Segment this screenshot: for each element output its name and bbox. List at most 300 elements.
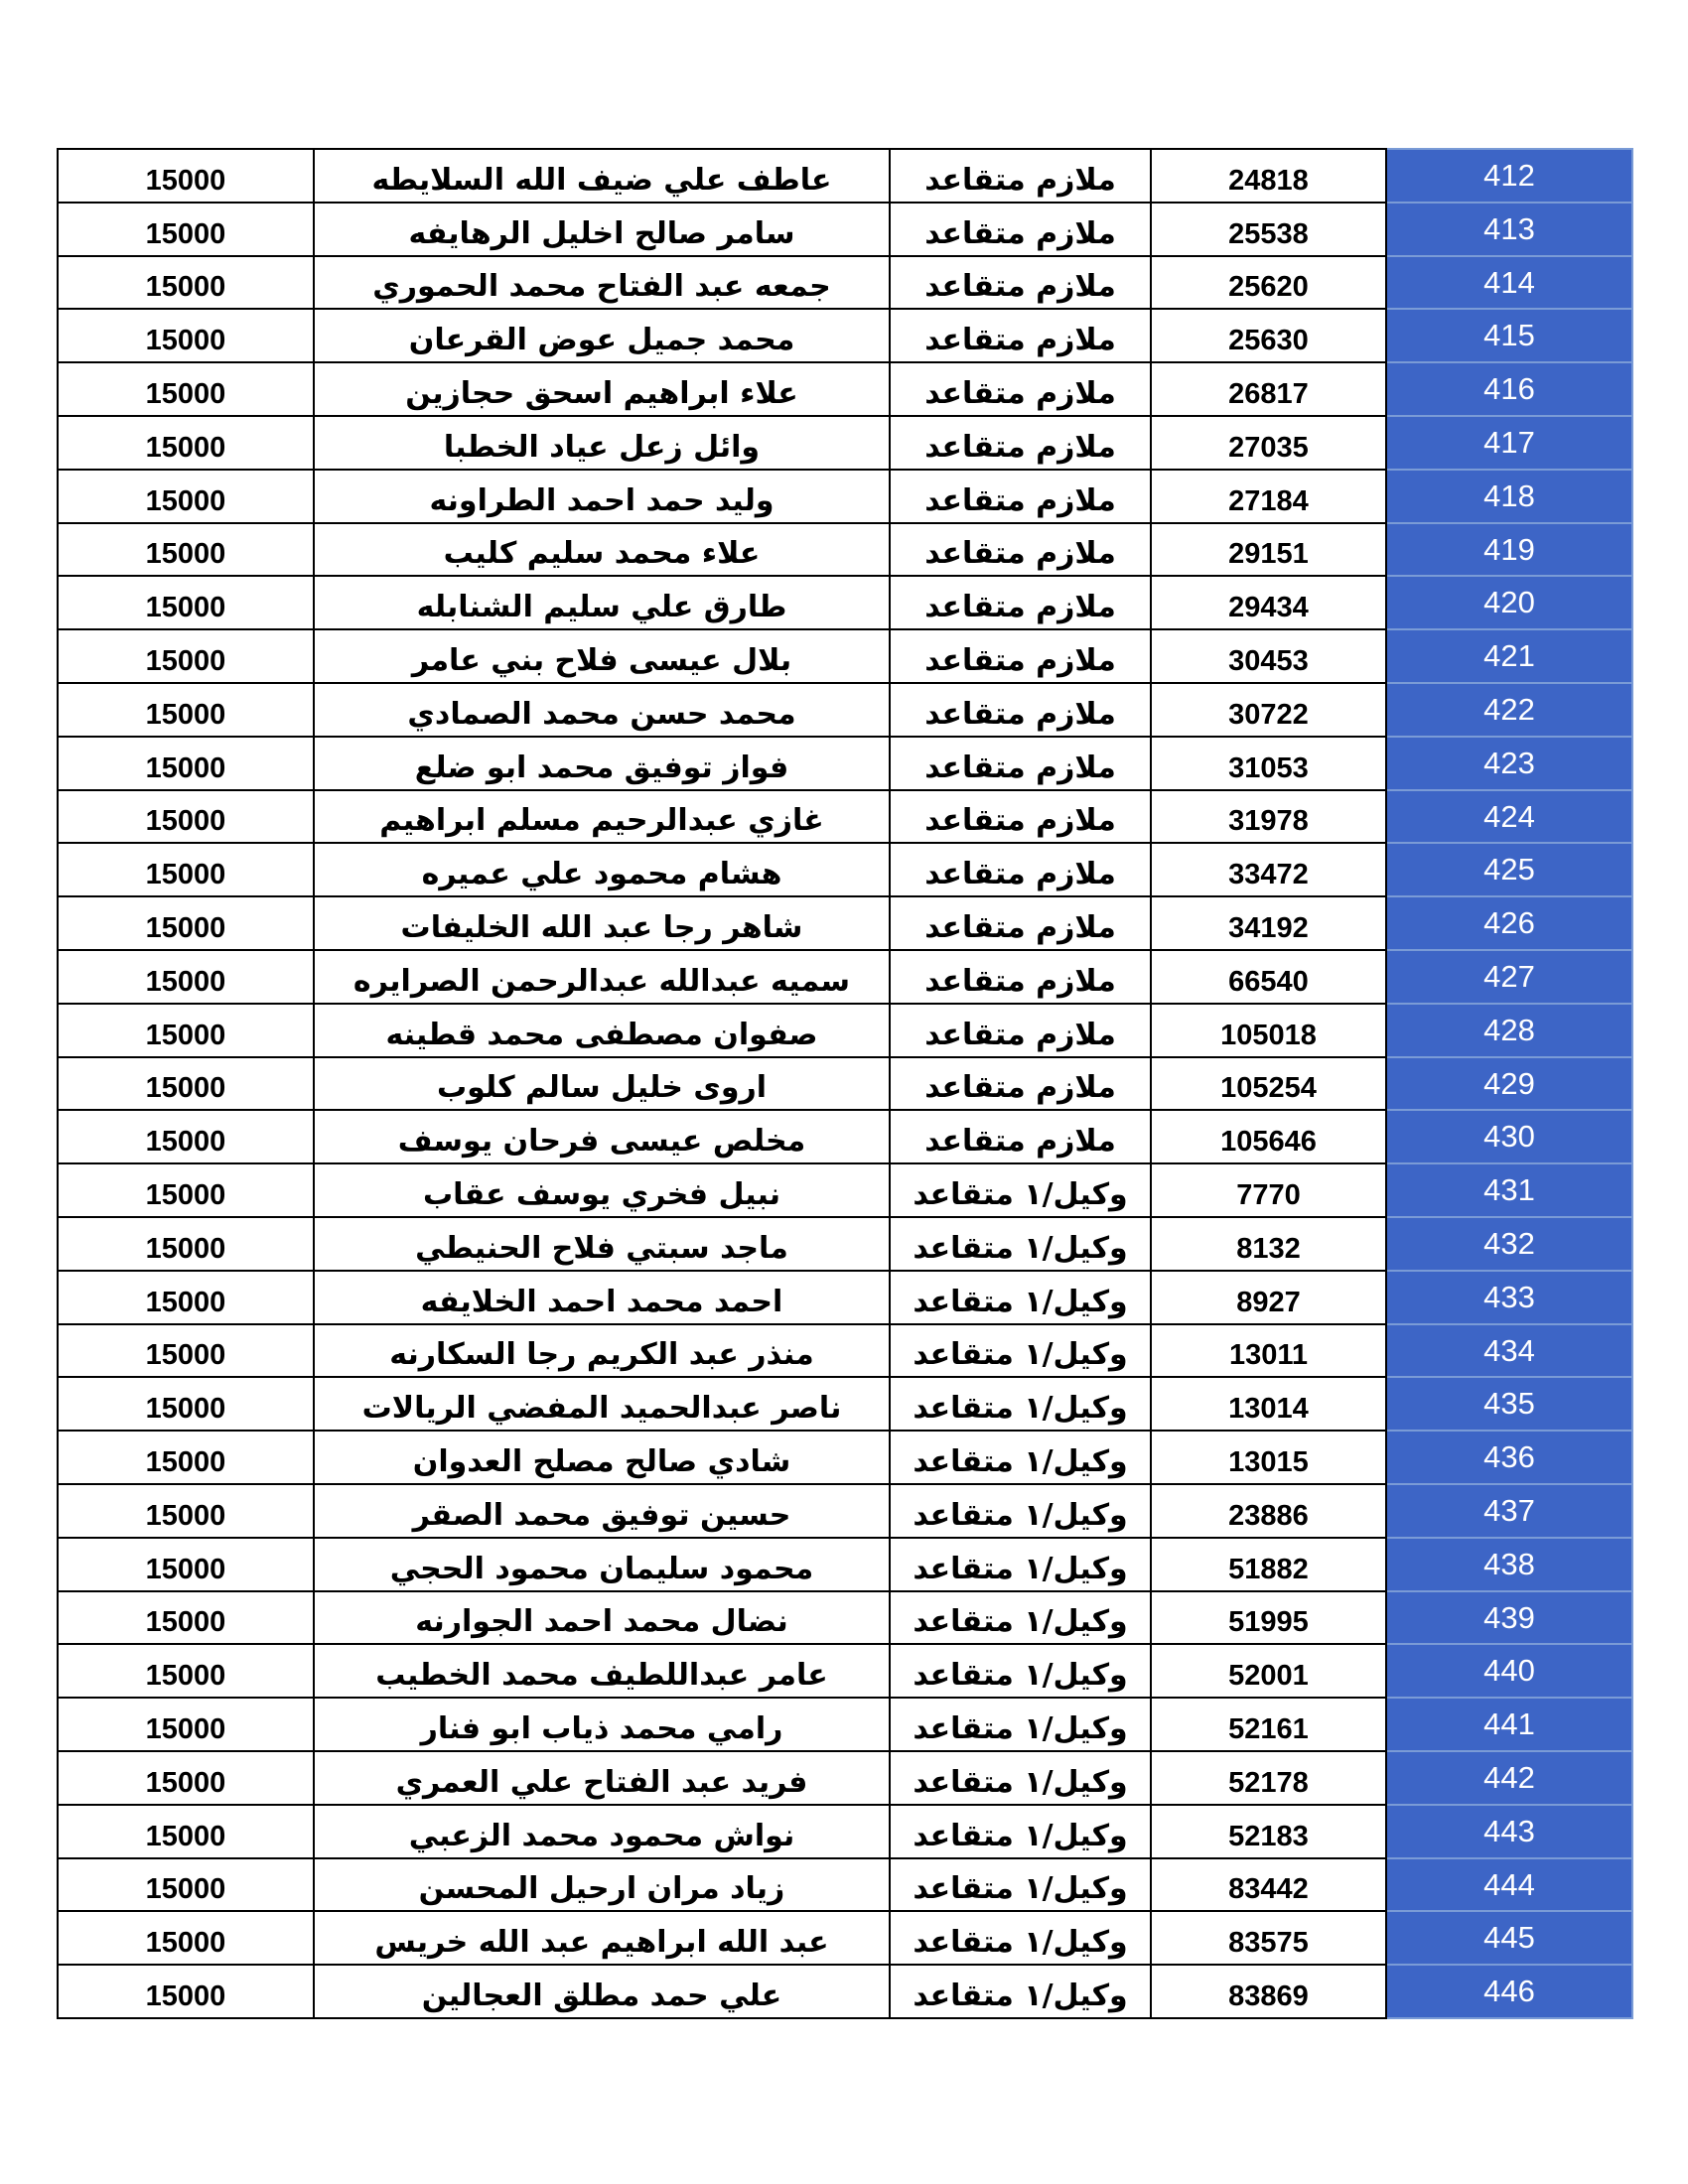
id-number-cell — [1151, 1591, 1386, 1645]
rank-cell — [890, 362, 1151, 416]
table-row — [58, 1538, 1632, 1591]
name-cell — [314, 1377, 890, 1431]
amount-cell-text: 15000 — [145, 859, 226, 891]
name-cell-text: رامي محمد ذياب ابو فنار — [420, 1710, 783, 1746]
amount-cell — [58, 1110, 314, 1163]
sequence-number-cell-text: 446 — [1483, 1974, 1535, 2009]
rank-cell-text: ملازم متقاعد — [924, 482, 1116, 518]
id-number-cell-text: 13015 — [1228, 1445, 1309, 1478]
name-cell — [314, 737, 890, 790]
beneficiaries-table — [57, 148, 1633, 2019]
rank-cell — [890, 1858, 1151, 1912]
name-cell-text: غازي عبدالرحيم مسلم ابراهيم — [379, 803, 824, 839]
name-cell-text: علاء محمد سليم كليب — [443, 536, 761, 572]
amount-cell-text: 15000 — [145, 1712, 226, 1745]
sequence-number-cell-text: 436 — [1483, 1439, 1535, 1475]
amount-cell — [58, 576, 314, 629]
name-cell — [314, 1805, 890, 1858]
id-number-cell-text: 30453 — [1228, 644, 1309, 677]
name-cell — [314, 1751, 890, 1805]
rank-cell — [890, 416, 1151, 470]
name-cell-text: عبد الله ابراهيم عبد الله خريس — [374, 1925, 829, 1961]
rank-cell-text: ملازم متقاعد — [924, 323, 1116, 358]
rank-cell — [890, 950, 1151, 1004]
rank-cell — [890, 470, 1151, 523]
rank-cell — [890, 1217, 1151, 1271]
id-number-cell — [1151, 1324, 1386, 1378]
rank-cell-text: وكيل/١ متقاعد — [913, 1176, 1128, 1212]
rank-cell — [890, 576, 1151, 629]
rank-cell-text: وكيل/١ متقاعد — [913, 1978, 1128, 2013]
rank-cell-text: وكيل/١ متقاعد — [913, 1337, 1128, 1373]
amount-cell-text: 15000 — [145, 1178, 226, 1211]
id-number-cell-text: 52178 — [1228, 1766, 1309, 1799]
id-number-cell — [1151, 1911, 1386, 1965]
id-number-cell — [1151, 1271, 1386, 1324]
name-cell-text: زياد مران ارحيل المحسن — [418, 1871, 785, 1907]
amount-cell — [58, 1805, 314, 1858]
id-number-cell-text: 27035 — [1228, 431, 1309, 464]
sequence-number-cell-text: 437 — [1483, 1492, 1535, 1528]
rank-cell-text: ملازم متقاعد — [924, 215, 1116, 251]
name-cell — [314, 790, 890, 844]
id-number-cell-text: 51995 — [1228, 1606, 1309, 1639]
rank-cell-text: وكيل/١ متقاعد — [913, 1925, 1128, 1961]
rank-cell — [890, 523, 1151, 577]
amount-cell — [58, 737, 314, 790]
id-number-cell — [1151, 843, 1386, 896]
name-cell — [314, 470, 890, 523]
name-cell-text: ناصر عبدالحميد المفضي الريالات — [361, 1391, 842, 1427]
amount-cell — [58, 1431, 314, 1484]
amount-cell-text: 15000 — [145, 377, 226, 410]
rank-cell — [890, 1377, 1151, 1431]
rank-cell — [890, 1057, 1151, 1111]
sequence-number-cell — [1386, 309, 1632, 362]
rank-cell — [890, 737, 1151, 790]
rank-cell-text: ملازم متقاعد — [924, 536, 1116, 572]
id-number-cell-text: 52183 — [1228, 1820, 1309, 1852]
sequence-number-cell — [1386, 1805, 1632, 1858]
amount-cell — [58, 1217, 314, 1271]
rank-cell — [890, 1751, 1151, 1805]
sequence-number-cell — [1386, 149, 1632, 203]
rank-cell — [890, 1271, 1151, 1324]
amount-cell — [58, 1698, 314, 1751]
amount-cell-text: 15000 — [145, 271, 226, 304]
table-row — [58, 790, 1632, 844]
name-cell — [314, 1858, 890, 1912]
sequence-number-cell-text: 434 — [1483, 1332, 1535, 1368]
sequence-number-cell — [1386, 1271, 1632, 1324]
rank-cell — [890, 1644, 1151, 1698]
amount-cell — [58, 470, 314, 523]
sequence-number-cell — [1386, 256, 1632, 310]
name-cell — [314, 309, 890, 362]
id-number-cell — [1151, 1751, 1386, 1805]
rank-cell — [890, 1591, 1151, 1645]
sequence-number-cell-text: 427 — [1483, 958, 1535, 994]
amount-cell-text: 15000 — [145, 1766, 226, 1799]
amount-cell-text: 15000 — [145, 965, 226, 998]
id-number-cell — [1151, 896, 1386, 950]
amount-cell — [58, 1484, 314, 1538]
table-row — [58, 576, 1632, 629]
sequence-number-cell — [1386, 843, 1632, 896]
id-number-cell-text: 83575 — [1228, 1927, 1309, 1960]
id-number-cell-text: 33472 — [1228, 859, 1309, 891]
amount-cell-text: 15000 — [145, 1072, 226, 1105]
sequence-number-cell — [1386, 362, 1632, 416]
sequence-number-cell-text: 429 — [1483, 1065, 1535, 1101]
amount-cell-text: 15000 — [145, 1553, 226, 1585]
name-cell-text: طارق علي سليم الشنابله — [416, 590, 787, 625]
id-number-cell — [1151, 1057, 1386, 1111]
rank-cell-text: ملازم متقاعد — [924, 1124, 1116, 1160]
amount-cell-text: 15000 — [145, 1339, 226, 1372]
sequence-number-cell-text: 421 — [1483, 638, 1535, 674]
amount-cell — [58, 683, 314, 737]
sequence-number-cell-text: 445 — [1483, 1920, 1535, 1956]
id-number-cell-text: 31053 — [1228, 751, 1309, 784]
sequence-number-cell — [1386, 896, 1632, 950]
name-cell — [314, 576, 890, 629]
rank-cell-text: وكيل/١ متقاعد — [913, 1284, 1128, 1319]
sequence-number-cell — [1386, 1004, 1632, 1057]
table-body — [58, 149, 1632, 2018]
rank-cell-text: وكيل/١ متقاعد — [913, 1551, 1128, 1586]
name-cell — [314, 149, 890, 203]
table-row — [58, 1644, 1632, 1698]
rank-cell — [890, 1431, 1151, 1484]
table-row — [58, 683, 1632, 737]
rank-cell — [890, 1324, 1151, 1378]
amount-cell-text: 15000 — [145, 1820, 226, 1852]
amount-cell-text: 15000 — [145, 698, 226, 731]
id-number-cell-text: 83869 — [1228, 1979, 1309, 2012]
name-cell-text: حسين توفيق محمد الصقر — [412, 1497, 791, 1533]
amount-cell — [58, 309, 314, 362]
rank-cell-text: ملازم متقاعد — [924, 909, 1116, 945]
rank-cell — [890, 843, 1151, 896]
id-number-cell-text: 8132 — [1236, 1232, 1301, 1265]
id-number-cell-text: 8927 — [1236, 1286, 1301, 1318]
table-row — [58, 1217, 1632, 1271]
sequence-number-cell — [1386, 1110, 1632, 1163]
sequence-number-cell — [1386, 683, 1632, 737]
sequence-number-cell — [1386, 523, 1632, 577]
id-number-cell — [1151, 362, 1386, 416]
amount-cell-text: 15000 — [145, 1873, 226, 1906]
id-number-cell-text: 24818 — [1228, 164, 1309, 197]
amount-cell — [58, 256, 314, 310]
sequence-number-cell-text: 438 — [1483, 1546, 1535, 1581]
name-cell — [314, 1057, 890, 1111]
table-row — [58, 256, 1632, 310]
table-row — [58, 1911, 1632, 1965]
id-number-cell — [1151, 1004, 1386, 1057]
rank-cell — [890, 1538, 1151, 1591]
name-cell-text: عامر عبداللطيف محمد الخطيب — [375, 1658, 828, 1694]
sequence-number-cell-text: 430 — [1483, 1119, 1535, 1155]
sequence-number-cell — [1386, 1057, 1632, 1111]
sequence-number-cell — [1386, 1217, 1632, 1271]
name-cell — [314, 843, 890, 896]
sequence-number-cell-text: 433 — [1483, 1279, 1535, 1314]
name-cell — [314, 896, 890, 950]
id-number-cell-text: 52161 — [1228, 1712, 1309, 1745]
rank-cell — [890, 1163, 1151, 1217]
sequence-number-cell-text: 423 — [1483, 745, 1535, 780]
id-number-cell — [1151, 470, 1386, 523]
id-number-cell — [1151, 203, 1386, 256]
sequence-number-cell — [1386, 1484, 1632, 1538]
rank-cell-text: ملازم متقاعد — [924, 162, 1116, 198]
amount-cell-text: 15000 — [145, 1606, 226, 1639]
amount-cell — [58, 1271, 314, 1324]
table-row — [58, 1271, 1632, 1324]
rank-cell — [890, 896, 1151, 950]
amount-cell-text: 15000 — [145, 592, 226, 624]
id-number-cell — [1151, 416, 1386, 470]
sequence-number-cell-text: 443 — [1483, 1813, 1535, 1848]
rank-cell-text: وكيل/١ متقاعد — [913, 1604, 1128, 1640]
rank-cell-text: ملازم متقاعد — [924, 1017, 1116, 1052]
name-cell-text: سميه عبدالله عبدالرحمن الصرايره — [352, 963, 851, 999]
table-row — [58, 1591, 1632, 1645]
sequence-number-cell — [1386, 1591, 1632, 1645]
id-number-cell-text: 34192 — [1228, 911, 1309, 944]
name-cell-text: شاهر رجا عبد الله الخليفات — [400, 909, 803, 945]
amount-cell — [58, 1538, 314, 1591]
sequence-number-cell-text: 439 — [1483, 1599, 1535, 1635]
amount-cell-text: 15000 — [145, 1126, 226, 1159]
table-row — [58, 1324, 1632, 1378]
table-row — [58, 1110, 1632, 1163]
amount-cell-text: 15000 — [145, 805, 226, 838]
sequence-number-cell — [1386, 416, 1632, 470]
sequence-number-cell-text: 428 — [1483, 1012, 1535, 1047]
name-cell-text: وليد حمد احمد الطراونه — [429, 482, 774, 518]
name-cell — [314, 1484, 890, 1538]
sequence-number-cell — [1386, 470, 1632, 523]
rank-cell — [890, 1110, 1151, 1163]
id-number-cell — [1151, 790, 1386, 844]
amount-cell — [58, 1858, 314, 1912]
rank-cell — [890, 1965, 1151, 2018]
id-number-cell-text: 25630 — [1228, 325, 1309, 357]
id-number-cell-text: 13011 — [1228, 1339, 1309, 1372]
amount-cell — [58, 1377, 314, 1431]
rank-cell — [890, 1805, 1151, 1858]
sequence-number-cell-text: 426 — [1483, 905, 1535, 941]
rank-cell-text: وكيل/١ متقاعد — [913, 1443, 1128, 1479]
amount-cell-text: 15000 — [145, 217, 226, 250]
sequence-number-cell-text: 417 — [1483, 424, 1535, 460]
rank-cell — [890, 203, 1151, 256]
rank-cell-text: ملازم متقاعد — [924, 750, 1116, 785]
name-cell — [314, 1163, 890, 1217]
amount-cell-text: 15000 — [145, 1286, 226, 1318]
name-cell — [314, 362, 890, 416]
rank-cell-text: وكيل/١ متقاعد — [913, 1497, 1128, 1533]
rank-cell — [890, 1698, 1151, 1751]
name-cell-text: بلال عيسى فلاح بني عامر — [411, 642, 792, 678]
table-row — [58, 1805, 1632, 1858]
amount-cell — [58, 1644, 314, 1698]
id-number-cell — [1151, 683, 1386, 737]
name-cell-text: محمد حسن محمد الصمادي — [407, 696, 796, 732]
sequence-number-cell-text: 413 — [1483, 210, 1535, 246]
amount-cell-text: 15000 — [145, 1445, 226, 1478]
sequence-number-cell — [1386, 950, 1632, 1004]
sequence-number-cell — [1386, 1965, 1632, 2018]
amount-cell-text: 15000 — [145, 1927, 226, 1960]
name-cell — [314, 1591, 890, 1645]
sequence-number-cell — [1386, 1377, 1632, 1431]
id-number-cell-text: 25620 — [1228, 271, 1309, 304]
table-row — [58, 737, 1632, 790]
amount-cell — [58, 523, 314, 577]
id-number-cell-text: 105018 — [1220, 1019, 1317, 1051]
amount-cell-text: 15000 — [145, 325, 226, 357]
name-cell — [314, 416, 890, 470]
name-cell-text: صفوان مصطفى محمد قطينه — [385, 1017, 818, 1052]
name-cell-text: احمد محمد احمد الخلايفه — [420, 1284, 783, 1319]
table-row — [58, 1377, 1632, 1431]
id-number-cell — [1151, 149, 1386, 203]
name-cell-text: نبيل فخري يوسف عقاب — [422, 1176, 781, 1212]
name-cell-text: محمود سليمان محمود الحجي — [389, 1551, 814, 1586]
sequence-number-cell — [1386, 203, 1632, 256]
amount-cell — [58, 1004, 314, 1057]
rank-cell-text: وكيل/١ متقاعد — [913, 1230, 1128, 1266]
name-cell-text: منذر عبد الكريم رجا السكارنه — [389, 1337, 814, 1373]
name-cell-text: علي حمد مطلق العجالين — [421, 1978, 782, 2013]
name-cell-text: ماجد سبتي فلاح الحنيطي — [415, 1230, 788, 1266]
sequence-number-cell — [1386, 1911, 1632, 1965]
id-number-cell — [1151, 629, 1386, 683]
table-row — [58, 1484, 1632, 1538]
sequence-number-cell — [1386, 1644, 1632, 1698]
rank-cell — [890, 149, 1151, 203]
amount-cell-text: 15000 — [145, 751, 226, 784]
rank-cell-text: وكيل/١ متقاعد — [913, 1818, 1128, 1853]
sequence-number-cell-text: 419 — [1483, 531, 1535, 567]
id-number-cell — [1151, 950, 1386, 1004]
sequence-number-cell-text: 412 — [1483, 158, 1535, 193]
amount-cell — [58, 843, 314, 896]
name-cell-text: مخلص عيسى فرحان يوسف — [397, 1124, 806, 1160]
table-row — [58, 416, 1632, 470]
id-number-cell-text: 25538 — [1228, 217, 1309, 250]
id-number-cell — [1151, 1110, 1386, 1163]
rank-cell-text: ملازم متقاعد — [924, 1070, 1116, 1106]
sequence-number-cell — [1386, 1858, 1632, 1912]
amount-cell — [58, 1057, 314, 1111]
table-row — [58, 1004, 1632, 1057]
sequence-number-cell-text: 418 — [1483, 478, 1535, 513]
id-number-cell-text: 26817 — [1228, 377, 1309, 410]
amount-cell-text: 15000 — [145, 164, 226, 197]
table-row — [58, 470, 1632, 523]
id-number-cell — [1151, 523, 1386, 577]
id-number-cell — [1151, 1217, 1386, 1271]
name-cell — [314, 1217, 890, 1271]
amount-cell — [58, 790, 314, 844]
rank-cell-text: ملازم متقاعد — [924, 857, 1116, 892]
amount-cell — [58, 629, 314, 683]
table-row — [58, 309, 1632, 362]
id-number-cell-text: 30722 — [1228, 698, 1309, 731]
rank-cell-text: وكيل/١ متقاعد — [913, 1391, 1128, 1427]
table-row — [58, 203, 1632, 256]
id-number-cell-text: 83442 — [1228, 1873, 1309, 1906]
name-cell-text: محمد جميل عوض القرعان — [408, 323, 795, 358]
table-row — [58, 629, 1632, 683]
name-cell — [314, 1965, 890, 2018]
id-number-cell-text: 66540 — [1228, 965, 1309, 998]
name-cell — [314, 629, 890, 683]
amount-cell — [58, 896, 314, 950]
amount-cell — [58, 362, 314, 416]
amount-cell-text: 15000 — [145, 1660, 226, 1693]
id-number-cell-text: 105254 — [1220, 1072, 1317, 1105]
sequence-number-cell-text: 424 — [1483, 798, 1535, 834]
name-cell-text: نضال محمد احمد الجوارنه — [415, 1604, 788, 1640]
name-cell — [314, 1698, 890, 1751]
id-number-cell — [1151, 1431, 1386, 1484]
sequence-number-cell — [1386, 1163, 1632, 1217]
amount-cell — [58, 950, 314, 1004]
name-cell-text: فريد عبد الفتاح علي العمري — [395, 1764, 808, 1800]
sequence-number-cell — [1386, 629, 1632, 683]
name-cell-text: عاطف علي ضيف الله السلايطه — [371, 162, 832, 198]
amount-cell-text: 15000 — [145, 484, 226, 517]
name-cell — [314, 523, 890, 577]
amount-cell — [58, 1324, 314, 1378]
sequence-number-cell — [1386, 576, 1632, 629]
id-number-cell-text: 23886 — [1228, 1499, 1309, 1532]
sequence-number-cell-text: 431 — [1483, 1172, 1535, 1208]
name-cell-text: وائل زعل عياد الخطبا — [443, 429, 761, 465]
id-number-cell — [1151, 1538, 1386, 1591]
name-cell-text: جمعه عبد الفتاح محمد الحموري — [372, 269, 831, 305]
name-cell-text: علاء ابراهيم اسحق حجازين — [405, 375, 798, 411]
rank-cell — [890, 1004, 1151, 1057]
rank-cell — [890, 683, 1151, 737]
name-cell-text: فواز توفيق محمد ابو ضلع — [414, 750, 789, 785]
id-number-cell — [1151, 1484, 1386, 1538]
id-number-cell — [1151, 1377, 1386, 1431]
rank-cell — [890, 309, 1151, 362]
rank-cell-text: وكيل/١ متقاعد — [913, 1658, 1128, 1694]
sequence-number-cell — [1386, 1538, 1632, 1591]
sequence-number-cell-text: 435 — [1483, 1386, 1535, 1422]
name-cell-text: نواش محمود محمد الزعبي — [408, 1818, 795, 1853]
sequence-number-cell — [1386, 790, 1632, 844]
rank-cell-text: ملازم متقاعد — [924, 375, 1116, 411]
amount-cell-text: 15000 — [145, 1232, 226, 1265]
rank-cell-text: ملازم متقاعد — [924, 269, 1116, 305]
name-cell-text: هشام محمود علي عميره — [421, 857, 782, 892]
name-cell — [314, 1644, 890, 1698]
sequence-number-cell-text: 440 — [1483, 1653, 1535, 1689]
rank-cell — [890, 790, 1151, 844]
amount-cell-text: 15000 — [145, 1019, 226, 1051]
table-row — [58, 1751, 1632, 1805]
id-number-cell — [1151, 256, 1386, 310]
